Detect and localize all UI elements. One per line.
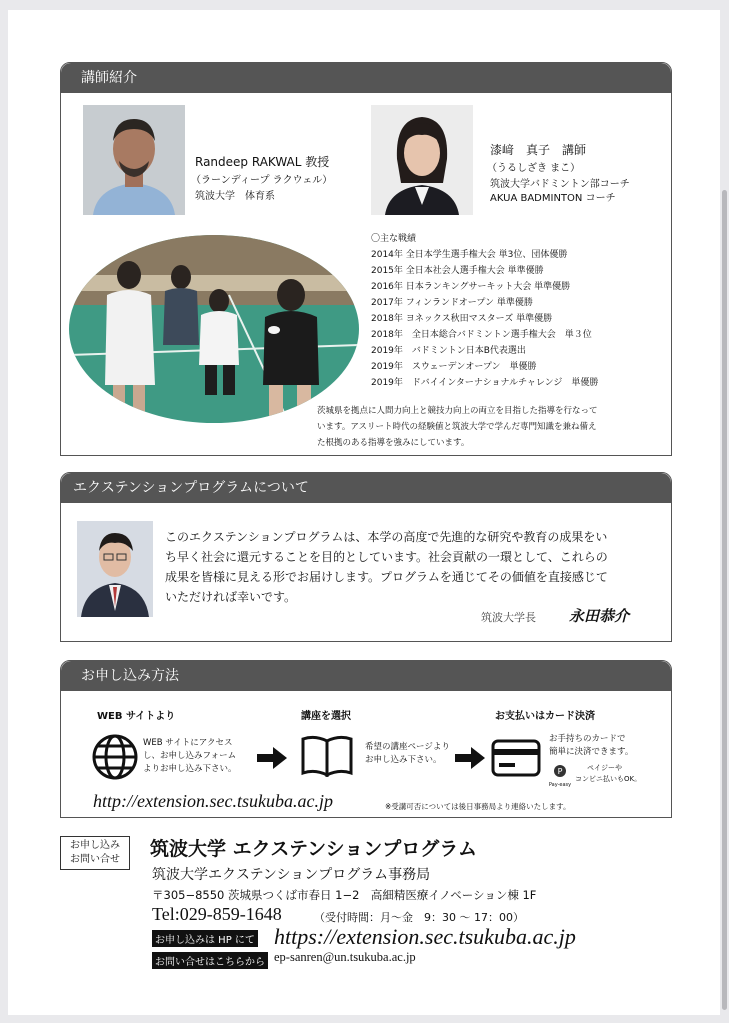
mail-label: お問い合せはこちらから bbox=[152, 952, 268, 969]
org-name: 筑波大学 エクステンションプログラム bbox=[150, 838, 478, 860]
globe-icon bbox=[91, 733, 139, 785]
urushizaki-role-1: 筑波大学バドミントン部コーチ bbox=[490, 179, 630, 190]
badminton-practice-photo bbox=[69, 235, 359, 423]
record-item: 2015年 全日本社会人選手権大会 単準優勝 bbox=[371, 266, 544, 276]
rakwal-name: Randeep RAKWAL 教授 bbox=[195, 155, 330, 169]
message-line: このエクステンションプログラムは、本学の高度で先進的な研究や教育の成果をい bbox=[165, 530, 608, 544]
step-payment-line: お手持ちのカードで bbox=[549, 734, 626, 744]
record-item: 2019年 スウェーデンオープン 単優勝 bbox=[371, 362, 537, 372]
book-icon bbox=[301, 735, 353, 781]
record-item: 2017年 フィンランドオープン 単準優勝 bbox=[371, 298, 533, 308]
instructor-description bbox=[317, 403, 598, 451]
message-line: ち早く社会に還元することを目的としています。社会貢献の一環として、これらの bbox=[165, 550, 608, 564]
step-payment-title: お支払いはカード決済 bbox=[495, 711, 595, 722]
about-header: エクステンションプログラムについて bbox=[61, 473, 671, 503]
office-name: 筑波大学エクステンションプログラム事務局 bbox=[152, 867, 431, 883]
payment-sub-line: コンビニ払いもOK。 bbox=[575, 775, 642, 783]
payeasy-label: Pay-easy bbox=[548, 782, 572, 788]
credit-card-icon bbox=[491, 739, 541, 781]
description-line: た根拠のある指導を強みにしています。 bbox=[317, 438, 470, 448]
urushizaki-role-2: AKUA BADMINTON コーチ bbox=[490, 193, 616, 204]
arrow-right-icon bbox=[257, 747, 287, 773]
svg-text:P: P bbox=[557, 767, 563, 776]
step-course-text bbox=[365, 741, 450, 767]
rakwal-reading: （ラーンディープ ラクウェル） bbox=[191, 175, 333, 186]
apply-note: ※受講可否については後日事務局より連絡いたします。 bbox=[385, 802, 571, 811]
office-hours: （受付時間：月〜金 9：30 〜 17：00） bbox=[314, 911, 524, 924]
record-item: 2018年 全日本総合バドミントン選手権大会 単３位 bbox=[371, 330, 592, 340]
record-item: 2018年 ヨネックス秋田マスターズ 単準優勝 bbox=[371, 314, 553, 324]
instructors-section bbox=[60, 62, 672, 456]
contact-badge bbox=[60, 836, 130, 870]
step-payment-text bbox=[549, 733, 633, 759]
extension-url-link[interactable]: http://extension.sec.tsukuba.ac.jp bbox=[93, 791, 333, 811]
president-photo bbox=[77, 521, 153, 617]
flyer-page bbox=[8, 10, 720, 1015]
apply-header: お申し込み方法 bbox=[61, 661, 671, 691]
message-line: いただければ幸いです。 bbox=[165, 590, 297, 604]
signer-name: 永田恭介 bbox=[569, 607, 630, 625]
step-web-title: WEB サイトより bbox=[97, 711, 176, 722]
hp-label: お申し込みは HP にて bbox=[152, 930, 258, 947]
step-web-line: し、お申し込みフォーム bbox=[143, 751, 237, 761]
rakwal-photo bbox=[83, 105, 185, 215]
contact-mail-link[interactable]: ep-sanren@un.tsukuba.ac.jp bbox=[274, 950, 416, 964]
step-payment-sub bbox=[575, 763, 641, 785]
record-item: 2014年 全日本学生選手権大会 単3位、団体優勝 bbox=[371, 250, 568, 260]
urushizaki-name: 漆﨑 真子 講師 bbox=[490, 143, 587, 157]
step-course-line: お申し込み下さい。 bbox=[365, 755, 442, 765]
urushizaki-photo bbox=[371, 105, 473, 215]
scrollbar[interactable] bbox=[722, 190, 727, 1010]
hp-url-link[interactable]: https://extension.sec.tsukuba.ac.jp bbox=[274, 924, 576, 949]
payment-sub-line: ペイジーや bbox=[587, 764, 622, 772]
description-line: 茨城県を拠点に人間力向上と競技力向上の両立を目指した指導を行なって bbox=[317, 406, 598, 416]
record-item: 2016年 日本ランキングサーキット大会 単準優勝 bbox=[371, 282, 571, 292]
record-item: 2019年 バドミントン日本B代表選出 bbox=[371, 346, 526, 356]
records-list bbox=[371, 247, 598, 391]
urushizaki-reading: （うるしざき まこ） bbox=[487, 163, 581, 174]
badge-line: お申し込み bbox=[70, 840, 120, 851]
step-web-line: よりお申し込み下さい。 bbox=[143, 764, 237, 774]
record-title: 〇主な戦績 bbox=[371, 234, 417, 244]
arrow-right-icon bbox=[455, 747, 485, 773]
office-address: 〒305−8550 茨城県つくば市春日 1−2 高細精医療イノベーション棟 1F bbox=[152, 888, 537, 902]
signer-title: 筑波大学長 bbox=[481, 611, 536, 624]
step-course-title: 講座を選択 bbox=[301, 711, 351, 722]
step-payment-line: 簡単に決済できます。 bbox=[549, 747, 634, 757]
record-item: 2019年 ドバイインターナショナルチャレンジ 単優勝 bbox=[371, 378, 599, 388]
apply-section bbox=[60, 660, 672, 818]
about-section bbox=[60, 472, 672, 642]
message-line: 成果を皆様に見える形でお届けします。プログラムを通じてその価値を直接感じて bbox=[165, 570, 608, 584]
step-course-line: 希望の講座ページより bbox=[365, 742, 450, 752]
office-tel: Tel:029-859-1648 bbox=[152, 904, 282, 924]
rakwal-affiliation: 筑波大学 体育系 bbox=[195, 191, 275, 202]
description-line: います。アスリート時代の経験値と筑波大学で学んだ専門知識を兼ね備え bbox=[317, 422, 597, 432]
badge-line: お問い合せ bbox=[70, 854, 120, 865]
about-message bbox=[165, 527, 608, 607]
instructors-header: 講師紹介 bbox=[61, 63, 671, 93]
payeasy-logo-icon bbox=[547, 763, 573, 788]
step-web-text bbox=[143, 737, 237, 776]
step-web-line: WEB サイトにアクセス bbox=[143, 738, 233, 748]
